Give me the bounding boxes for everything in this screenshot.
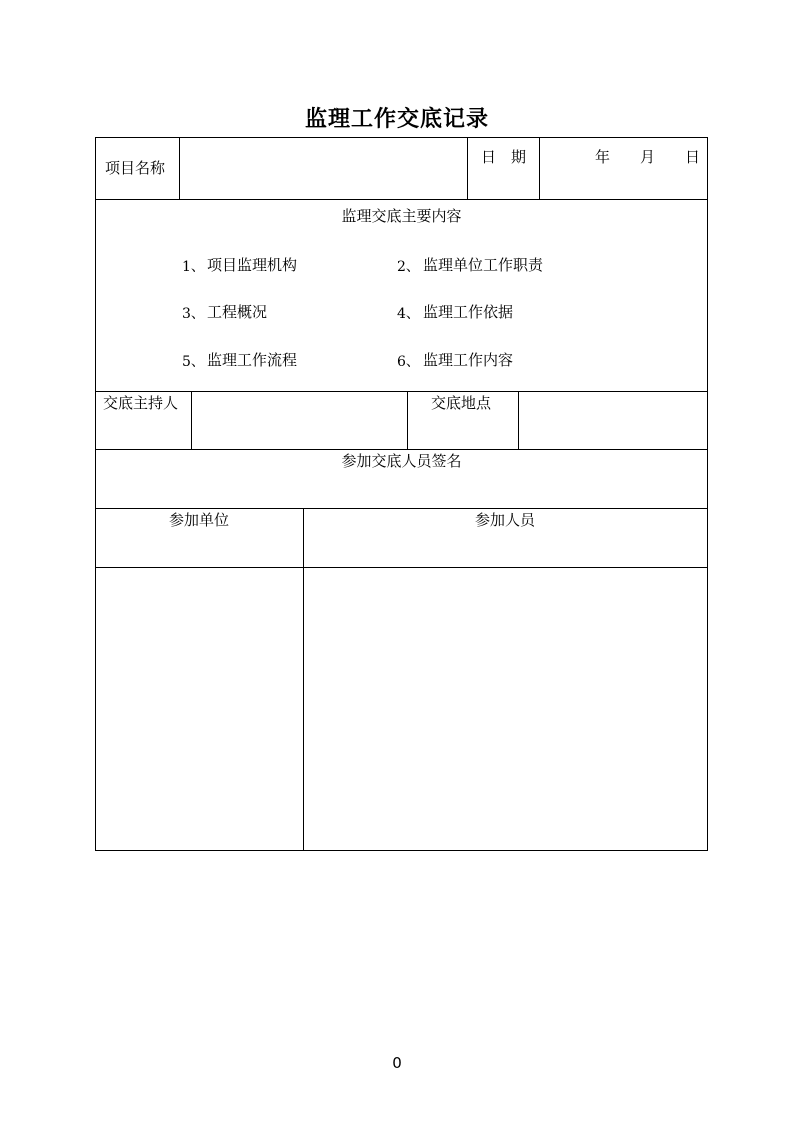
content-item-text: 监理工作依据 bbox=[423, 303, 514, 321]
page-number: 0 bbox=[392, 1054, 402, 1072]
content-item-number: 6、 bbox=[397, 354, 420, 370]
row-divider bbox=[95, 391, 708, 392]
cell-divider bbox=[407, 391, 408, 449]
cell-divider bbox=[467, 137, 468, 199]
cell-divider bbox=[191, 391, 192, 449]
host-label: 交底主持人 bbox=[103, 394, 179, 412]
content-item-number: 2、 bbox=[397, 259, 420, 275]
content-item-text: 工程概况 bbox=[207, 303, 268, 321]
cell-divider bbox=[518, 391, 519, 449]
table-border-bottom bbox=[95, 850, 708, 851]
row-divider bbox=[95, 199, 708, 200]
content-item-number: 5、 bbox=[182, 354, 205, 370]
row-divider bbox=[95, 508, 708, 509]
signature-heading: 参加交底人员签名 bbox=[341, 452, 462, 470]
cell-divider bbox=[179, 137, 180, 199]
date-field[interactable]: 年 月 日 bbox=[595, 148, 701, 166]
table-border-left bbox=[95, 137, 96, 851]
content-item-number: 3、 bbox=[182, 306, 205, 322]
project-name-label: 项目名称 bbox=[105, 159, 166, 177]
content-item-number: 1、 bbox=[182, 259, 205, 275]
document-title: 监理工作交底记录 bbox=[304, 106, 489, 132]
row-divider bbox=[95, 567, 708, 568]
participating-unit-header: 参加单位 bbox=[168, 511, 229, 529]
row-divider bbox=[95, 449, 708, 450]
content-item-text: 监理单位工作职责 bbox=[423, 256, 544, 274]
table-border-top bbox=[95, 137, 708, 138]
cell-divider bbox=[539, 137, 540, 199]
place-label: 交底地点 bbox=[431, 394, 492, 412]
date-label: 日 期 bbox=[481, 148, 527, 166]
participating-person-header: 参加人员 bbox=[474, 511, 535, 529]
content-item-text: 项目监理机构 bbox=[207, 256, 298, 274]
content-item-number: 4、 bbox=[397, 306, 420, 322]
content-item-text: 监理工作流程 bbox=[207, 351, 298, 369]
cell-divider bbox=[303, 508, 304, 850]
content-item-text: 监理工作内容 bbox=[423, 351, 514, 369]
table-border-right bbox=[707, 137, 708, 851]
main-content-heading: 监理交底主要内容 bbox=[341, 207, 462, 225]
